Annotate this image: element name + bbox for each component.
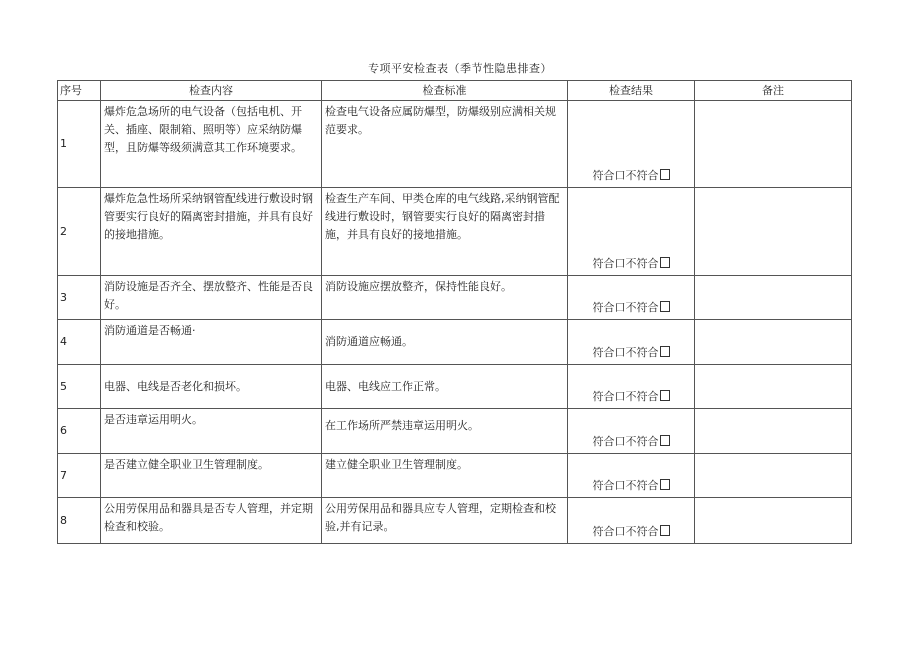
header-content: 检查内容 bbox=[101, 81, 322, 101]
row-result bbox=[568, 188, 695, 276]
row-result bbox=[568, 498, 695, 544]
row-result bbox=[568, 365, 695, 409]
row-num: 7 bbox=[58, 454, 101, 498]
result-text: 符合口不符合 bbox=[592, 525, 659, 538]
table-row bbox=[58, 454, 852, 498]
result-text: 符合口不符合 bbox=[592, 169, 659, 182]
row-num: 3 bbox=[58, 276, 101, 320]
result-text: 符合口不符合 bbox=[592, 479, 659, 492]
row-content: 消防设施是否齐全、摆放整齐、性能是否良好。 bbox=[101, 276, 322, 320]
checkbox-icon[interactable] bbox=[660, 525, 670, 536]
row-num: 4 bbox=[58, 320, 101, 365]
row-standard: 公用劳保用品和器具应专人管理，定期检查和校验,并有记录。 bbox=[322, 498, 568, 544]
row-remark bbox=[695, 454, 852, 498]
row-content: 消防通道是否畅通· bbox=[101, 320, 322, 365]
row-result bbox=[568, 101, 695, 188]
row-result bbox=[568, 320, 695, 365]
row-content: 电器、电线是否老化和损坏。 bbox=[101, 365, 322, 409]
row-remark bbox=[695, 409, 852, 454]
row-content: 爆炸危急性场所采纳钢管配线进行敷设时钢管要实行良好的隔离密封措施，并具有良好的接地措施。 bbox=[101, 188, 322, 276]
checkbox-icon[interactable] bbox=[660, 257, 670, 268]
checkbox-icon[interactable] bbox=[660, 169, 670, 180]
row-num: 5 bbox=[58, 365, 101, 409]
header-num: 序号 bbox=[58, 81, 101, 101]
row-remark bbox=[695, 188, 852, 276]
inspection-table bbox=[57, 80, 852, 544]
table-header-row bbox=[58, 81, 852, 101]
row-content: 是否违章运用明火。 bbox=[101, 409, 322, 454]
row-num: 6 bbox=[58, 409, 101, 454]
header-remark: 备注 bbox=[695, 81, 852, 101]
row-standard: 消防设施应摆放整齐，保持性能良好。 bbox=[322, 276, 568, 320]
row-result bbox=[568, 409, 695, 454]
checkbox-icon[interactable] bbox=[660, 390, 670, 401]
header-standard: 检查标准 bbox=[322, 81, 568, 101]
result-text: 符合口不符合 bbox=[592, 435, 659, 448]
table-row bbox=[58, 188, 852, 276]
result-text: 符合口不符合 bbox=[592, 346, 659, 359]
checkbox-icon[interactable] bbox=[660, 346, 670, 357]
row-remark bbox=[695, 101, 852, 188]
row-content: 爆炸危急场所的电气设备（包括电机、开关、插座、限制箱、照明等）应采纳防爆型，且防爆等级须满意其工作环境要求。 bbox=[101, 101, 322, 188]
result-text: 符合口不符合 bbox=[592, 390, 659, 403]
checkbox-icon[interactable] bbox=[660, 301, 670, 312]
row-standard: 电器、电线应工作正常。 bbox=[322, 365, 568, 409]
row-remark bbox=[695, 320, 852, 365]
table-row bbox=[58, 365, 852, 409]
row-num: 8 bbox=[58, 498, 101, 544]
row-result bbox=[568, 276, 695, 320]
page-title: 专项平安检查表（季节性隐患排查） bbox=[368, 62, 552, 75]
table-row bbox=[58, 276, 852, 320]
table-row bbox=[58, 409, 852, 454]
result-text: 符合口不符合 bbox=[592, 301, 659, 314]
row-standard: 检查生产车间、甲类仓库的电气线路,采纳钢管配线进行敷设时，钢管要实行良好的隔离密封措施，并具有良好的接地措施。 bbox=[322, 188, 568, 276]
row-standard: 消防通道应畅通。 bbox=[322, 320, 568, 365]
row-remark bbox=[695, 365, 852, 409]
row-standard: 建立健全职业卫生管理制度。 bbox=[322, 454, 568, 498]
row-remark bbox=[695, 498, 852, 544]
table-row bbox=[58, 101, 852, 188]
row-content: 是否建立健全职业卫生管理制度。 bbox=[101, 454, 322, 498]
header-result: 检查结果 bbox=[568, 81, 695, 101]
result-text: 符合口不符合 bbox=[592, 257, 659, 270]
row-num: 2 bbox=[58, 188, 101, 276]
checkbox-icon[interactable] bbox=[660, 435, 670, 446]
row-remark bbox=[695, 276, 852, 320]
row-result bbox=[568, 454, 695, 498]
table-row bbox=[58, 320, 852, 365]
row-standard: 检查电气设备应属防爆型，防爆级别应满相关规范要求。 bbox=[322, 101, 568, 188]
checkbox-icon[interactable] bbox=[660, 479, 670, 490]
row-standard: 在工作场所严禁违章运用明火。 bbox=[322, 409, 568, 454]
row-content: 公用劳保用品和器具是否专人管理，并定期检查和校验。 bbox=[101, 498, 322, 544]
table-row bbox=[58, 498, 852, 544]
row-num: 1 bbox=[58, 101, 101, 188]
